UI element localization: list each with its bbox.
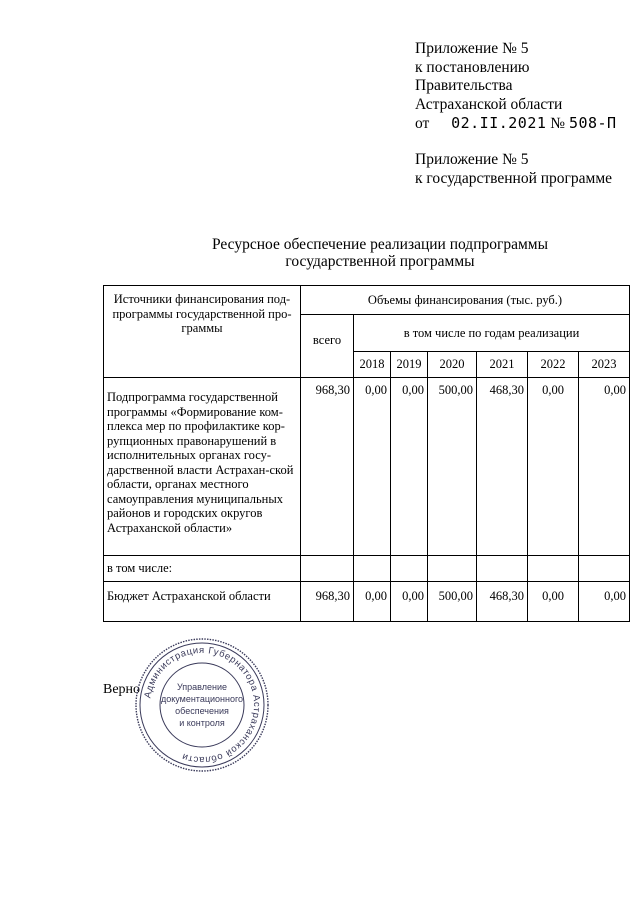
row-value: 468,30 xyxy=(477,378,528,556)
row-source: Подпрограмма государственной программы «Формирование ком-плекса мер по профилактике кор-рупционных правонарушений в исполнительных органах госу-дарственной власти Астрахан-ской области, органах местного самоуправления муниципальных районов и городских округов Астраханской области» xyxy=(104,378,301,556)
year-cell: 2020 xyxy=(428,352,477,378)
row-total xyxy=(301,556,354,582)
row-source: Бюджет Астраханской области xyxy=(104,582,301,622)
number-sign: № xyxy=(550,115,566,132)
year-cell: 2022 xyxy=(528,352,579,378)
seal-center-text: и контроля xyxy=(179,718,225,728)
row-value xyxy=(428,556,477,582)
document-title xyxy=(0,236,640,270)
appendix-date-line xyxy=(415,114,617,134)
year-cell: 2023 xyxy=(579,352,630,378)
official-seal xyxy=(133,636,271,774)
seal-center-text: обеспечения xyxy=(175,706,229,716)
row-value: 468,30 xyxy=(477,582,528,622)
table-row xyxy=(104,378,630,556)
row-value: 0,00 xyxy=(528,378,579,556)
financing-table xyxy=(103,285,630,622)
appendix-title: Приложение № 5 xyxy=(415,40,529,57)
table-row xyxy=(104,556,630,582)
appendix-line: к постановлению xyxy=(415,58,530,76)
row-value: 0,00 xyxy=(354,582,391,622)
appendix-program-block xyxy=(415,151,612,188)
seal-ring-text: Администрация Губернатора Астраханской области xyxy=(142,644,263,766)
row-total: 968,30 xyxy=(301,378,354,556)
row-value xyxy=(477,556,528,582)
row-value: 0,00 xyxy=(579,378,630,556)
row-value: 500,00 xyxy=(428,378,477,556)
row-value: 0,00 xyxy=(391,378,428,556)
title-line: государственной программы xyxy=(285,253,475,270)
year-cell: 2019 xyxy=(391,352,428,378)
row-value: 500,00 xyxy=(428,582,477,622)
row-value xyxy=(391,556,428,582)
appendix-line: Астраханской области xyxy=(415,95,563,113)
year-cell: 2018 xyxy=(354,352,391,378)
number-value: 508-П xyxy=(568,114,617,132)
header-sources: Источники финансирования под-программы государственной про-граммы xyxy=(104,286,301,378)
seal-center-text: Управление xyxy=(176,682,228,692)
appendix-line: Правительства xyxy=(415,77,513,94)
row-value xyxy=(354,556,391,582)
certified-label: Верно xyxy=(103,682,141,697)
row-value: 0,00 xyxy=(528,582,579,622)
row-total: 968,30 xyxy=(301,582,354,622)
title-line: Ресурсное обеспечение реализации подпрограммы xyxy=(211,236,549,253)
date-value: 02.II.2021 xyxy=(451,114,547,132)
date-prefix: от xyxy=(415,115,430,132)
header-total: всего xyxy=(301,315,354,378)
row-value: 0,00 xyxy=(391,582,428,622)
header-by-years: в том числе по годам реализации xyxy=(354,315,630,352)
appendix-line: к государственной программе xyxy=(415,169,613,187)
seal-center-text: документационного xyxy=(160,694,244,704)
row-value: 0,00 xyxy=(579,582,630,622)
row-value: 0,00 xyxy=(354,378,391,556)
row-value xyxy=(579,556,630,582)
header-volumes: Объемы финансирования (тыс. руб.) xyxy=(301,286,630,315)
year-cell: 2021 xyxy=(477,352,528,378)
table-row xyxy=(104,582,630,622)
appendix-title: Приложение № 5 xyxy=(415,151,529,168)
row-value xyxy=(528,556,579,582)
row-source: в том числе: xyxy=(104,556,301,582)
appendix-resolution-block xyxy=(415,40,617,134)
